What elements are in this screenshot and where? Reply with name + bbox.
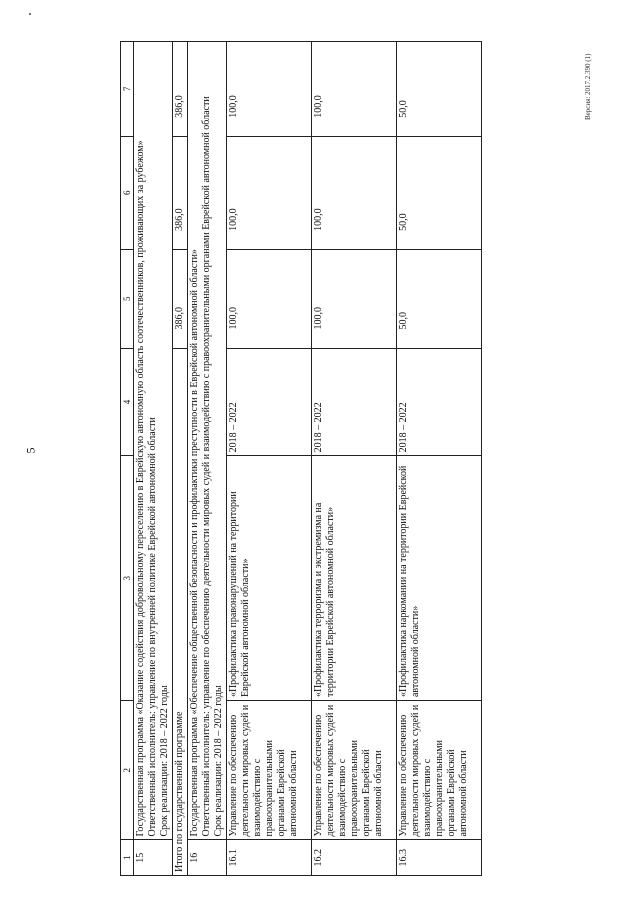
period-cell: 2018 – 2022 — [397, 348, 482, 456]
executor-cell: Управление по обеспечению деятельности мировых судей и взаимодействию с правоохранительными органами Еврейской автономной области — [397, 701, 482, 840]
header-cell: 7 — [121, 42, 134, 137]
row-number: 16.1 — [227, 840, 312, 876]
budget-table — [120, 41, 482, 876]
program-15-row — [134, 42, 173, 876]
value-cell: 100,0 — [312, 42, 397, 137]
page-number: 5 — [23, 447, 38, 454]
version-stamp: Версия: 2017.2.390 (1) — [584, 53, 592, 120]
header-cell: 1 — [121, 840, 134, 876]
subprogram-cell: «Профилактика терроризма и экстремизма на территории Еврейской автономной области» — [312, 456, 397, 701]
header-cell: 4 — [121, 348, 134, 456]
program-description — [188, 42, 227, 840]
value-cell: 386,0 — [173, 42, 188, 137]
value-cell: 50,0 — [397, 136, 482, 249]
header-cell: 6 — [121, 136, 134, 249]
total-row — [173, 42, 188, 876]
subprogram-cell: «Профилактика наркомании на территории Еврейской автономной области» — [397, 456, 482, 701]
row-number: 16.2 — [312, 840, 397, 876]
table-row — [312, 42, 397, 876]
row-number: 16 — [188, 840, 227, 876]
value-cell: 100,0 — [312, 249, 397, 348]
total-label: Итого по государственной программе — [173, 348, 188, 875]
table-row — [397, 42, 482, 876]
scan-speck — [29, 13, 31, 15]
row-number: 16.3 — [397, 840, 482, 876]
period-cell: 2018 – 2022 — [312, 348, 397, 456]
rotated-table-container — [120, 41, 482, 876]
value-cell: 100,0 — [227, 249, 312, 348]
value-cell: 386,0 — [173, 136, 188, 249]
program-period: Срок реализации: 2018 – 2022 годы — [159, 685, 170, 837]
executor-cell: Управление по обеспечению деятельности мировых судей и взаимодействию с правоохранительными органами Еврейской автономной области — [312, 701, 397, 840]
subprogram-cell: «Профилактика правонарушений на территории Еврейской автономной области» — [227, 456, 312, 701]
period-cell: 2018 – 2022 — [227, 348, 312, 456]
value-cell: 100,0 — [227, 136, 312, 249]
program-title: Государственная программа «Обеспечение общественной безопасности и профилактики преступности в Еврейской автономной области» — [189, 249, 200, 837]
header-row — [121, 42, 134, 876]
row-number: 15 — [134, 840, 173, 876]
value-cell: 386,0 — [173, 249, 188, 348]
value-cell: 50,0 — [397, 42, 482, 137]
program-title: Государственная программа «Оказание содействия добровольному переселению в Еврейскую автономную область соотечественников, проживающих за рубежом» — [135, 140, 146, 837]
program-executor: Ответственный исполнитель: управление по внутренней политике Еврейской автономной области — [147, 417, 158, 837]
header-cell: 5 — [121, 249, 134, 348]
header-cell: 2 — [121, 701, 134, 840]
program-description — [134, 42, 173, 840]
value-cell: 100,0 — [312, 136, 397, 249]
program-period: Срок реализации: 2018 – 2022 годы — [213, 685, 224, 837]
table-row — [227, 42, 312, 876]
header-cell: 3 — [121, 456, 134, 701]
program-16-row — [188, 42, 227, 876]
executor-cell: Управление по обеспечению деятельности мировых судей и взаимодействию с правоохранительными органами Еврейской автономной области — [227, 701, 312, 840]
value-cell: 100,0 — [227, 42, 312, 137]
value-cell: 50,0 — [397, 249, 482, 348]
program-executor: Ответственный исполнитель: управление по обеспечению деятельности мировых судей и взаимодействию с правоохранительными органами Еврейской автономной области — [201, 96, 212, 837]
